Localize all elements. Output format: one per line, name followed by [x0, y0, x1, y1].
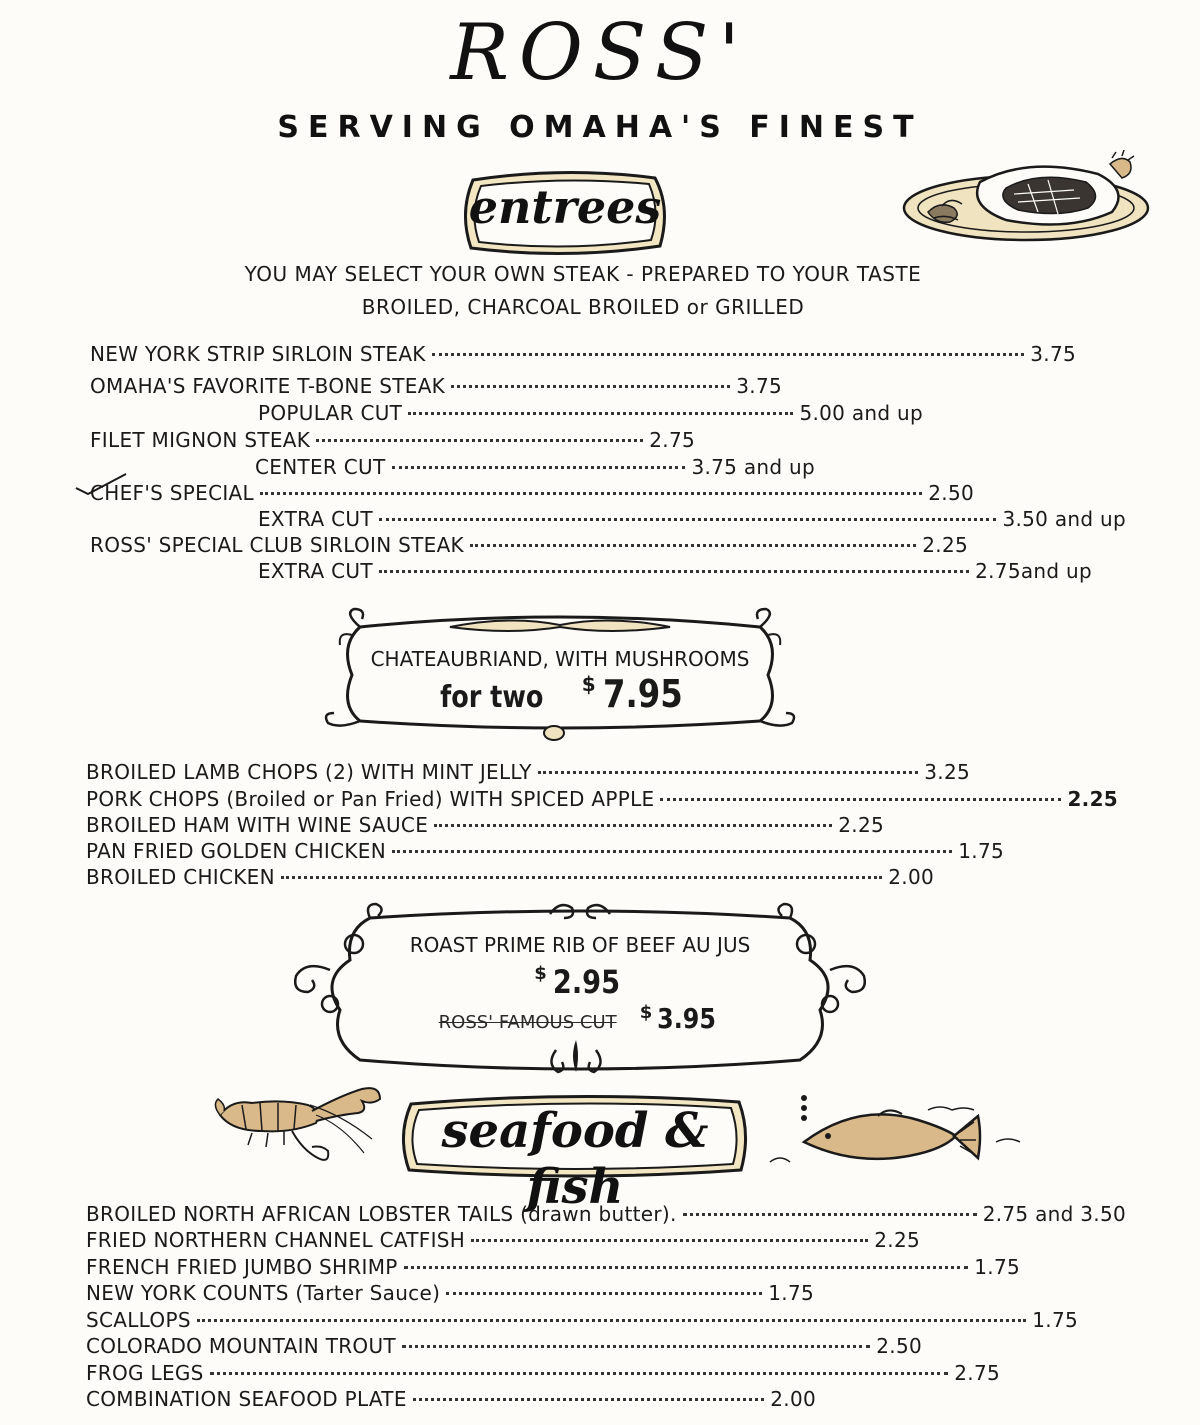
leader-dots [451, 384, 730, 388]
item-name: BROILED CHICKEN [86, 865, 275, 889]
leader-dots [446, 1291, 762, 1295]
entrees-heading: entrees [468, 180, 662, 234]
item-price: 2.25 [1067, 787, 1118, 811]
item-name: BROILED HAM WITH WINE SAUCE [86, 813, 429, 837]
item-name: FILET MIGNON STEAK [90, 428, 311, 452]
leader-dots [413, 1397, 765, 1401]
item-price: 3.75 [1030, 342, 1076, 366]
item-name: COMBINATION SEAFOOD PLATE [86, 1387, 407, 1411]
chateaubriand-price: 7.95 [602, 672, 683, 716]
item-price: 2.50 [928, 481, 974, 505]
list-item [90, 428, 695, 452]
list-item [90, 342, 1076, 366]
list-item [86, 1361, 1000, 1385]
list-item [86, 1334, 922, 1358]
entrees-intro-line1: YOU MAY SELECT YOUR OWN STEAK - PREPARED TO YOUR TASTE [244, 262, 922, 286]
item-name: FRIED NORTHERN CHANNEL CATFISH [86, 1228, 466, 1252]
item-name: NEW YORK STRIP SIRLOIN STEAK [90, 342, 426, 366]
dollar-sign: $ [581, 672, 596, 696]
list-item [86, 839, 1004, 863]
leader-dots [379, 517, 997, 521]
prime-rib-price-line [280, 963, 880, 1001]
dollar-sign: $ [534, 963, 547, 984]
leader-dots [402, 1344, 870, 1348]
leader-dots [538, 770, 919, 774]
list-item [86, 1308, 1078, 1332]
list-item [86, 865, 934, 889]
list-item [86, 787, 1118, 811]
leader-dots [316, 438, 643, 442]
prime-rib-price: 2.95 [552, 963, 620, 1001]
dollar-sign: $ [639, 1002, 653, 1023]
item-name: EXTRA CUT [258, 559, 373, 583]
item-name: PORK CHOPS (Broiled or Pan Fried) WITH SPICED APPLE [86, 787, 655, 811]
item-name: FRENCH FRIED JUMBO SHRIMP [86, 1255, 398, 1279]
restaurant-tagline: SERVING OMAHA'S FINEST [277, 110, 923, 145]
list-item [86, 1255, 1020, 1279]
item-price: 2.25 [838, 813, 884, 837]
prime-rib-title: ROAST PRIME RIB OF BEEF AU JUS [409, 933, 751, 957]
leader-dots [432, 352, 1025, 356]
item-name: EXTRA CUT [258, 507, 373, 531]
item-price: 2.00 [888, 865, 934, 889]
item-name: BROILED NORTH AFRICAN LOBSTER TAILS (drawn butter). [86, 1202, 677, 1226]
list-item [258, 559, 1092, 583]
item-price: 2.75 [649, 428, 695, 452]
for-two-label: for two [439, 680, 544, 715]
item-price: 5.00 and up [799, 401, 923, 425]
item-name: CHEF'S SPECIAL [90, 481, 254, 505]
famous-cut-price: 3.95 [657, 1002, 717, 1035]
item-price: 2.75 and 3.50 [982, 1202, 1126, 1226]
item-name: ROSS' SPECIAL CLUB SIRLOIN STEAK [90, 533, 464, 557]
leader-dots [281, 875, 882, 879]
leader-dots [683, 1212, 977, 1216]
item-price: 2.25 [874, 1228, 920, 1252]
leader-dots [210, 1371, 949, 1375]
item-name: FROG LEGS [86, 1361, 204, 1385]
item-price: 3.75 and up [691, 455, 815, 479]
famous-cut-label: ROSS' FAMOUS CUT [438, 1012, 617, 1033]
item-price: 2.00 [770, 1387, 816, 1411]
leader-dots [197, 1318, 1026, 1322]
entrees-intro-line2: BROILED, CHARCOAL BROILED or GRILLED [361, 295, 805, 319]
item-name: POPULAR CUT [258, 401, 403, 425]
lobster-icon [212, 1075, 392, 1175]
item-price: 1.75 [958, 839, 1004, 863]
list-item [255, 455, 815, 479]
item-price: 2.75and up [975, 559, 1092, 583]
list-item [258, 507, 1126, 531]
item-name: PAN FRIED GOLDEN CHICKEN [86, 839, 386, 863]
chateaubriand-title: CHATEAUBRIAND, WITH MUSHROOMS [370, 647, 750, 671]
leader-dots [471, 1238, 868, 1242]
item-name: SCALLOPS [86, 1308, 191, 1332]
leader-dots [408, 411, 793, 415]
item-name: OMAHA'S FAVORITE T-BONE STEAK [90, 374, 446, 398]
list-item [90, 481, 974, 505]
restaurant-title: ROSS' [450, 8, 750, 98]
leader-dots [404, 1265, 969, 1269]
list-item [90, 374, 782, 398]
list-item [86, 813, 884, 837]
item-price: 3.75 [736, 374, 782, 398]
leader-dots [260, 491, 922, 495]
seafood-heading: seafood & fish [441, 1103, 709, 1215]
leader-dots [470, 543, 916, 547]
item-price: 2.75 [954, 1361, 1000, 1385]
steak-plate-icon [898, 150, 1168, 242]
list-item [258, 401, 923, 425]
item-price: 2.50 [876, 1334, 922, 1358]
list-item [90, 533, 968, 557]
item-name: CENTER CUT [255, 455, 386, 479]
item-price: 1.75 [768, 1281, 814, 1305]
item-price: 1.75 [1032, 1308, 1078, 1332]
item-price: 1.75 [974, 1255, 1020, 1279]
item-price: 2.25 [922, 533, 968, 557]
leader-dots [434, 823, 832, 827]
list-item [86, 1387, 816, 1411]
leader-dots [379, 569, 969, 573]
list-item [86, 1228, 920, 1252]
leader-dots [392, 465, 686, 469]
famous-cut-line [280, 1002, 880, 1035]
leader-dots [392, 849, 952, 853]
chateaubriand-price-line [320, 672, 800, 716]
leader-dots [660, 797, 1061, 801]
item-price: 3.25 [924, 760, 970, 784]
item-name: NEW YORK COUNTS (Tarter Sauce) [86, 1281, 441, 1305]
item-name: BROILED LAMB CHOPS (2) WITH MINT JELLY [86, 760, 532, 784]
list-item [86, 1202, 1126, 1226]
item-price: 3.50 and up [1002, 507, 1126, 531]
fish-icon [768, 1092, 1028, 1172]
list-item [86, 760, 970, 784]
list-item [86, 1281, 814, 1305]
item-name: COLORADO MOUNTAIN TROUT [86, 1334, 396, 1358]
